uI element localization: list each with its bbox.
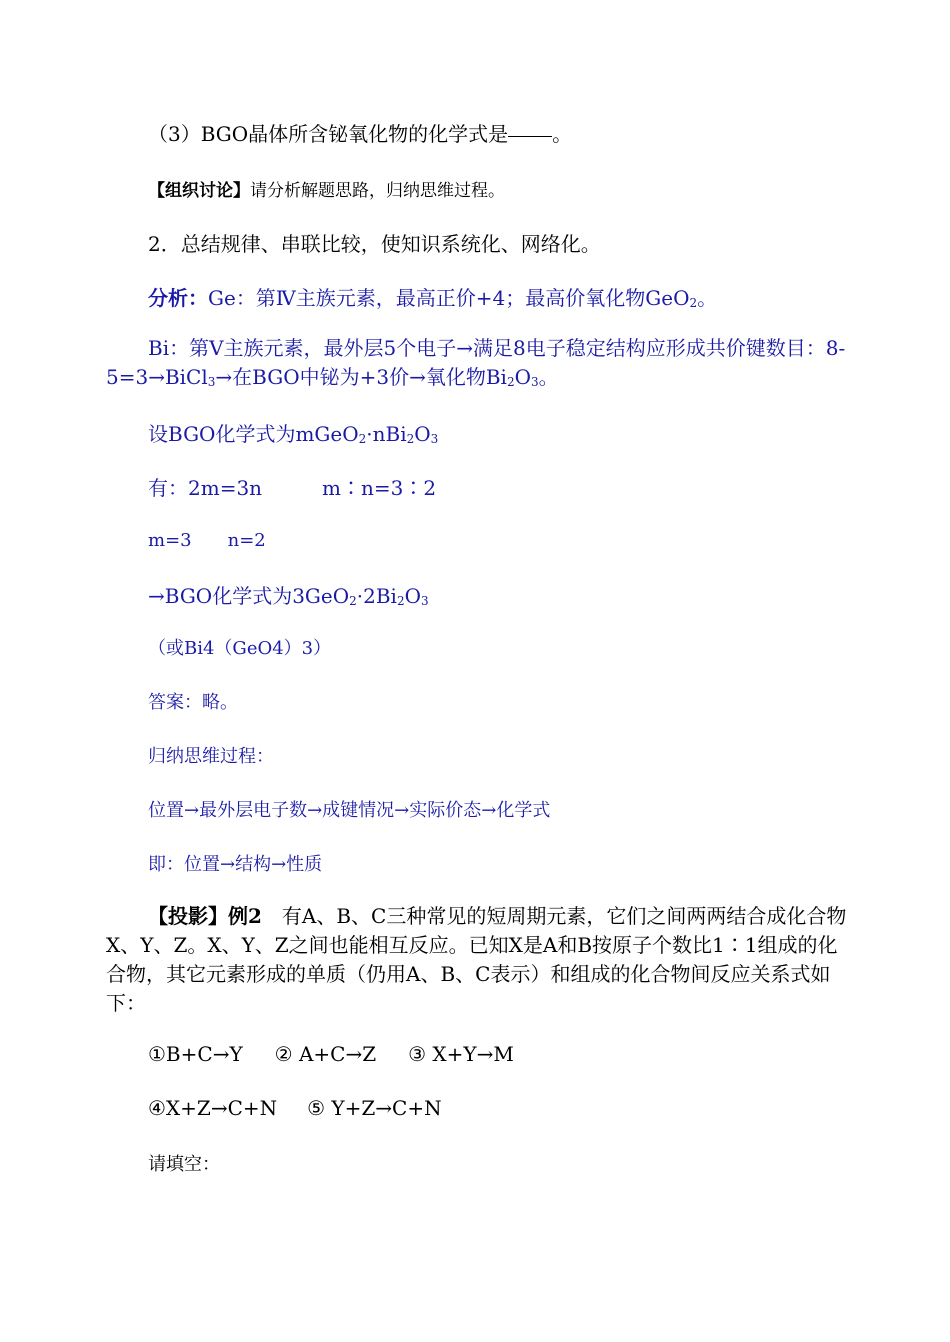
- formula-set: [148, 418, 438, 447]
- result-b: ·2Bi: [356, 584, 397, 608]
- o3-subscript: 3: [531, 375, 539, 389]
- bi-text-end: 。: [538, 365, 559, 389]
- example-2-text: 有A、B、C三种常见的短周期元素，它们之间两两结合成化合物X、Y、Z。X、Y、Z之间也能相互反应。已知X是A和B按原子个数比1∶1组成的化合物，其它元素形成的单质（仍用A、B、C表示）和组成的化合物间反应关系式如下：: [106, 904, 847, 1015]
- analysis-ge: [148, 282, 717, 311]
- bi-text-1: Bi：第Ⅴ主族元素，最外层5个电子→满足8电子稳定结构应形成共价键数目：8-5=3→BiCl: [106, 336, 846, 389]
- question-3-text: （3）BGO晶体所含铋氧化物的化学式是: [148, 122, 509, 146]
- reaction-5: ⑤ Y+Z→C+N: [307, 1096, 442, 1120]
- formula-set-a: 设BGO化学式为mGeO: [148, 422, 359, 446]
- result-sub2: 2: [396, 594, 405, 608]
- reaction-3: ③ X+Y→M: [408, 1042, 514, 1066]
- that-is-line: 即：位置→结构→性质: [148, 854, 323, 875]
- formula-set-sub3: 3: [430, 432, 439, 446]
- equation-1: 有：2m=3n m∶n=3∶2: [148, 476, 437, 500]
- formula-set-sub1: 2: [358, 432, 367, 446]
- equation-2: m=3 n=2: [148, 530, 266, 551]
- analysis-ge-end: 。: [697, 286, 718, 310]
- point-2: 2．总结规律、串联比较，使知识系统化、网络化。: [148, 232, 601, 256]
- answer-blank: [508, 136, 552, 137]
- bicl-subscript: 3: [207, 375, 216, 389]
- analysis-ge-text: Ge：第Ⅳ主族元素，最高正价+4；最高价氧化物GeO: [208, 286, 690, 310]
- question-3-end: 。: [552, 122, 573, 146]
- reactions-row-2: [148, 1096, 442, 1120]
- summary-title: 归纳思维过程：: [148, 746, 274, 767]
- bi2-subscript: 2: [506, 375, 515, 389]
- result-formula: [148, 580, 429, 609]
- discussion-bracket: 【组织讨论】: [148, 181, 250, 201]
- discussion-text: 请分析解题思路，归纳思维过程。: [250, 181, 505, 201]
- fill-prompt: 请填空：: [148, 1154, 220, 1175]
- example-2: [106, 902, 850, 1018]
- result-sub1: 2: [349, 594, 357, 608]
- thinking-chain: 位置→最外层电子数→成键情况→实际价态→化学式: [148, 800, 551, 821]
- formula-set-b: ·nBi: [366, 422, 407, 446]
- example-2-tag: 【投影】例2: [148, 904, 262, 928]
- reaction-4: ④X+Z→C+N: [148, 1096, 278, 1120]
- result-a: →BGO化学式为3GeO: [148, 584, 350, 608]
- analysis-label: 分析：: [148, 286, 208, 310]
- result-sub3: 3: [421, 594, 429, 608]
- question-3: [148, 118, 572, 147]
- result-c: O: [404, 584, 422, 608]
- formula-set-c: O: [414, 422, 431, 446]
- analysis-bi: [106, 334, 850, 397]
- alternative-formula: （或Bi4（GeO4）3）: [148, 638, 332, 659]
- answer-line: 答案：略。: [148, 692, 238, 713]
- formula-set-sub2: 2: [406, 432, 415, 446]
- bi-text-2: →在BGO中铋为+3价→氧化物Bi: [215, 365, 507, 389]
- discussion-line: [148, 176, 505, 201]
- ge-subscript: 2: [689, 296, 698, 310]
- bi2o3-o: O: [514, 365, 531, 389]
- reactions-row-1: [148, 1042, 514, 1066]
- reaction-1: ①B+C→Y: [148, 1042, 243, 1066]
- reaction-2: ② A+C→Z: [274, 1042, 377, 1066]
